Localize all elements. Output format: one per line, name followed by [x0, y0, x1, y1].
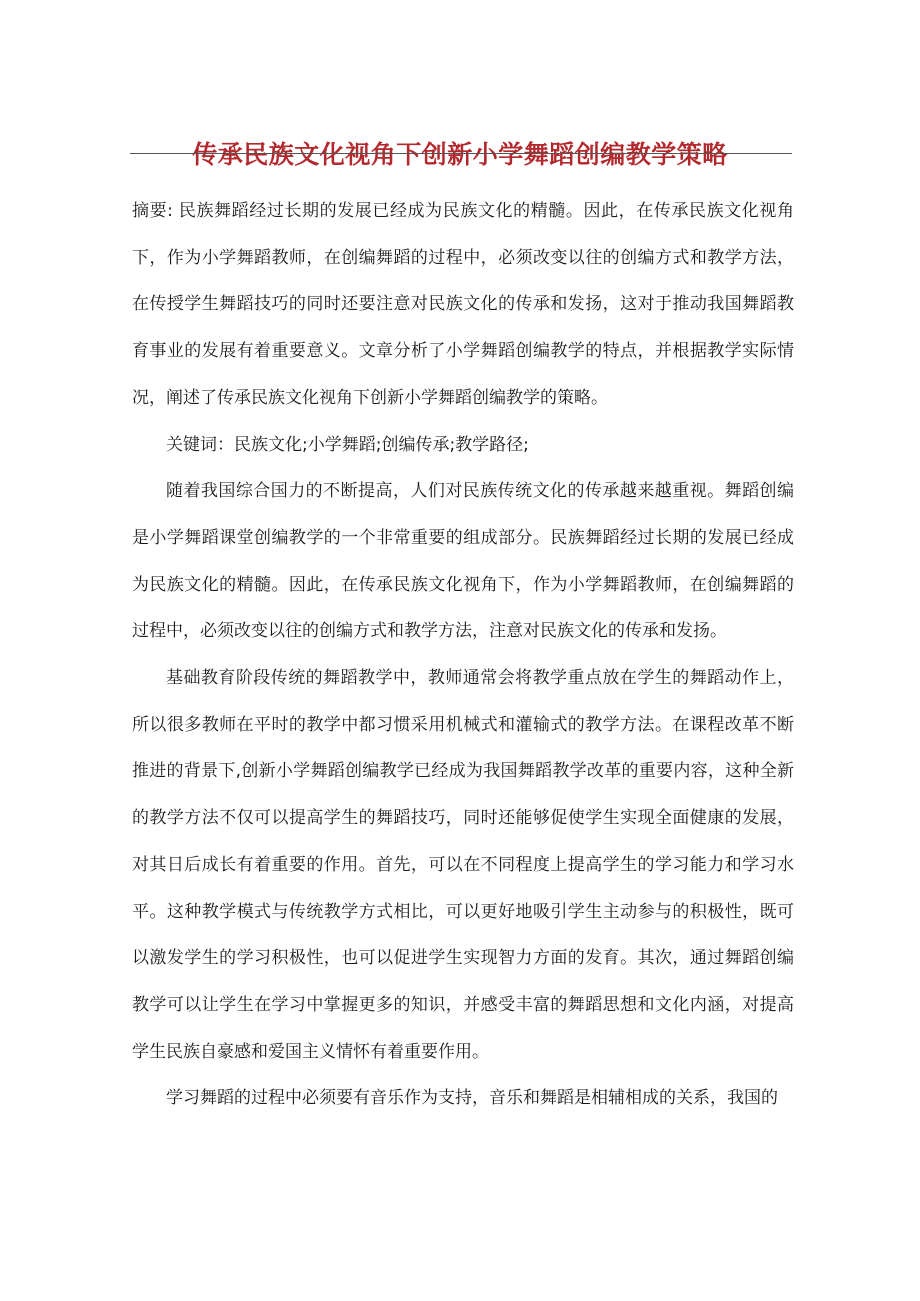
body-paragraph: 学习舞蹈的过程中必须要有音乐作为支持，音乐和舞蹈是相辅相成的关系，我国的	[166, 1088, 778, 1109]
title-underline	[130, 153, 792, 154]
body-paragraph: 基础教育阶段传统的舞蹈教学中，教师通常会将教学重点放在学生的舞蹈动作上，所以很多教师在平时的教学中都习惯采用机械式和灌输式的教学方法。在课程改革不断推进的背景下,创新小学舞蹈创编教学已经成为我国舞蹈教学改革的重要内容，这种全新的教学方法不仅可以提高学生的舞蹈技巧，同时还能够促使学生实现全面健康的发展，对其日后成长有着重要的作用。首先，可以在不同程度上提高学生的学习能力和学习水平。这种教学模式与传统教学方式相比，可以更好地吸引学生主动参与的积极性，既可以激发学生的学习积极性，也可以促进学生实现智力方面的发育。其次，通过舞蹈创编教学可以让学生在学习中掌握更多的知识，并感受丰富的舞蹈思想和文化内涵，对提高学生民族自豪感和爱国主义情怀有着重要作用。	[132, 668, 794, 1062]
body-paragraph: 随着我国综合国力的不断提高，人们对民族传统文化的传承越来越重视。舞蹈创编是小学舞蹈课堂创编教学的一个非常重要的组成部分。民族舞蹈经过长期的发展已经成为民族文化的精髓。因此，在传承民族文化视角下，作为小学舞蹈教师，在创编舞蹈的过程中，必须改变以往的创编方式和教学方法，注意对民族文化的传承和发扬。	[132, 481, 794, 642]
document-body	[132, 188, 794, 1122]
keywords-paragraph: 关键词：民族文化;小学舞蹈;创编传承;教学路径;	[166, 434, 529, 455]
abstract-paragraph: 摘要: 民族舞蹈经过长期的发展已经成为民族文化的精髓。因此，在传承民族文化视角下，作为小学舞蹈教师，在创编舞蹈的过程中，必须改变以往的创编方式和教学方法，在传授学生舞蹈技巧的同时还要注意对民族文化的传承和发扬，这对于推动我国舞蹈教育事业的发展有着重要意义。文章分析了小学舞蹈创编教学的特点，并根据教学实际情况，阐述了传承民族文化视角下创新小学舞蹈创编教学的策略。	[132, 201, 794, 408]
document-title: 传承民族文化视角下创新小学舞蹈创编教学策略	[192, 139, 728, 169]
